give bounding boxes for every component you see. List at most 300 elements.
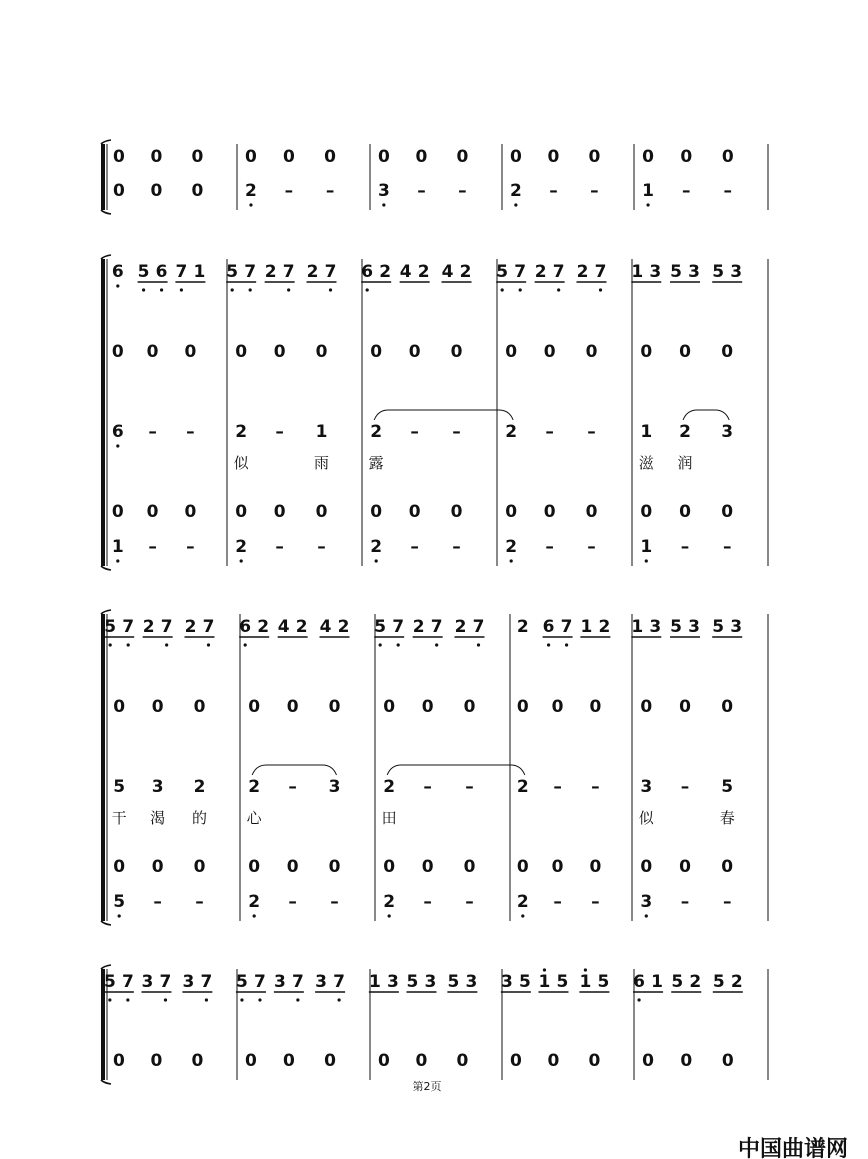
notation-line — [113, 892, 731, 918]
octave-dot — [118, 914, 121, 917]
note: – — [423, 892, 432, 912]
octave-dot — [645, 559, 648, 562]
octave-dot — [584, 968, 587, 971]
octave-dot — [375, 559, 378, 562]
system-bracket — [101, 140, 111, 214]
note: – — [288, 777, 297, 797]
bracket-hook-top — [101, 255, 111, 259]
lyrics-line — [234, 454, 693, 472]
note: – — [330, 892, 339, 912]
note: 2 — [383, 777, 396, 797]
note: 0 — [150, 181, 163, 201]
octave-dot — [240, 998, 243, 1001]
octave-dot — [557, 288, 560, 291]
notation-line — [113, 777, 733, 797]
note: 2 — [730, 972, 743, 992]
octave-dot — [435, 643, 438, 646]
note: 0 — [456, 1051, 469, 1071]
note: 7 — [122, 617, 135, 637]
note: 0 — [150, 147, 163, 167]
note: 1 — [631, 617, 644, 637]
octave-dot — [645, 914, 648, 917]
note: 7 — [472, 617, 485, 637]
note: – — [590, 181, 599, 201]
note: 2 — [516, 892, 529, 912]
note: 0 — [679, 697, 691, 717]
note: – — [410, 537, 419, 557]
octave-dot — [249, 203, 252, 206]
note: 1 — [651, 972, 663, 992]
note: 5 — [721, 777, 734, 797]
note: 6 — [111, 262, 124, 282]
note: 0 — [151, 857, 164, 877]
note: – — [186, 537, 195, 557]
note: 7 — [121, 972, 134, 992]
lyric-syllable: 似 — [233, 454, 249, 472]
octave-dot — [207, 643, 210, 646]
note: 2 — [383, 892, 396, 912]
tie-arc — [683, 410, 729, 420]
note: 2 — [370, 537, 383, 557]
note: – — [148, 537, 157, 557]
score-system — [101, 965, 768, 1084]
note: 3 — [688, 617, 700, 637]
bracket-bar — [101, 614, 105, 921]
octave-dot — [599, 288, 602, 291]
note: 0 — [193, 697, 206, 717]
note: – — [325, 181, 335, 201]
note: 2 — [193, 777, 206, 797]
note: 0 — [721, 697, 734, 717]
note: 0 — [193, 857, 206, 877]
note: – — [680, 537, 690, 557]
note: – — [545, 537, 554, 557]
note: 3 — [688, 262, 700, 282]
note: 0 — [640, 697, 653, 717]
lyric-syllable: 田 — [381, 809, 397, 827]
note: 0 — [463, 697, 476, 717]
note: 2 — [412, 617, 425, 637]
lyric-syllable: 雨 — [313, 454, 330, 472]
note: 0 — [328, 857, 341, 877]
tie-arc — [374, 410, 513, 420]
note: 0 — [721, 1051, 734, 1071]
note: 0 — [463, 857, 476, 877]
note: 2 — [184, 617, 197, 637]
note: 0 — [679, 342, 691, 362]
note: – — [195, 892, 204, 912]
note: 0 — [273, 502, 286, 522]
note: 0 — [640, 502, 653, 522]
note: 0 — [680, 1051, 693, 1071]
note: 0 — [112, 1051, 125, 1071]
note: 5 — [103, 972, 116, 992]
note: 0 — [450, 502, 463, 522]
note: 0 — [679, 502, 691, 522]
note: 0 — [721, 857, 734, 877]
note: 0 — [245, 147, 257, 167]
note: 7 — [200, 972, 213, 992]
note: 5 — [712, 972, 725, 992]
note: 5 — [496, 262, 509, 282]
note: 3 — [386, 972, 399, 992]
octave-dot — [240, 559, 243, 562]
note: 0 — [184, 502, 197, 522]
note: 0 — [245, 1051, 257, 1071]
note: – — [186, 422, 195, 442]
note: 7 — [202, 617, 215, 637]
note: 0 — [370, 502, 383, 522]
octave-dot — [142, 288, 145, 291]
note: 1 — [579, 972, 592, 992]
octave-dot — [477, 643, 480, 646]
note: 0 — [585, 342, 598, 362]
note: 0 — [113, 857, 126, 877]
page-number: 第2页 — [412, 1080, 442, 1093]
note: – — [288, 892, 297, 912]
note: 2 — [379, 262, 392, 282]
note: – — [284, 181, 294, 201]
octave-dot — [646, 203, 649, 206]
octave-dot — [287, 288, 290, 291]
note: 0 — [547, 1051, 560, 1071]
note: 2 — [689, 972, 702, 992]
note: 4 — [399, 262, 412, 282]
note: 2 — [235, 537, 248, 557]
octave-dot — [338, 998, 341, 1001]
note: 2 — [516, 777, 529, 797]
note: 0 — [324, 147, 337, 167]
note: 2 — [142, 617, 155, 637]
score-system — [101, 255, 768, 570]
note: – — [680, 892, 690, 912]
note: 0 — [450, 342, 463, 362]
note: 0 — [543, 342, 556, 362]
octave-dot — [519, 288, 522, 291]
note: 0 — [421, 697, 434, 717]
note: 0 — [505, 342, 518, 362]
note: 2 — [337, 617, 350, 637]
note: 2 — [370, 422, 383, 442]
note: 3 — [640, 777, 653, 797]
note: 4 — [441, 262, 454, 282]
note: 3 — [730, 262, 743, 282]
note: 7 — [594, 262, 607, 282]
note: 1 — [580, 617, 593, 637]
note: – — [275, 537, 284, 557]
note: 5 — [226, 262, 239, 282]
note: 0 — [111, 342, 124, 362]
note: 1 — [368, 972, 381, 992]
note: 0 — [588, 1051, 601, 1071]
octave-dot — [116, 444, 119, 447]
octave-dot — [253, 914, 256, 917]
octave-dot — [637, 998, 640, 1001]
note: 1 — [640, 422, 653, 442]
bracket-hook-top — [101, 965, 111, 969]
note: 2 — [417, 262, 430, 282]
note: 5 — [236, 972, 248, 992]
note: – — [148, 422, 157, 442]
octave-dot — [382, 203, 385, 206]
note: 1 — [111, 537, 124, 557]
note: 5 — [712, 262, 725, 282]
lyric-syllable: 春 — [719, 809, 735, 827]
lyric-syllable: 露 — [368, 454, 384, 472]
note: 3 — [424, 972, 437, 992]
note: – — [417, 181, 426, 201]
notation-line — [112, 342, 733, 362]
octave-dot — [543, 968, 546, 971]
note: 0 — [543, 502, 556, 522]
octave-dot — [126, 998, 129, 1001]
note: 0 — [516, 857, 529, 877]
note: – — [553, 777, 562, 797]
note: – — [465, 777, 474, 797]
note: 0 — [383, 697, 396, 717]
note: 0 — [235, 502, 248, 522]
note: 6 — [239, 617, 252, 637]
note: 2 — [248, 777, 261, 797]
note: 0 — [146, 502, 159, 522]
lyric-syllable: 渴 — [150, 809, 166, 827]
system-bracket — [101, 610, 111, 925]
note: 2 — [245, 181, 257, 201]
note: 0 — [315, 502, 328, 522]
note: 2 — [257, 617, 270, 637]
notation-line — [104, 968, 743, 1001]
octave-dot — [379, 643, 382, 646]
note: – — [410, 422, 419, 442]
note: 0 — [112, 147, 125, 167]
octave-dot — [249, 288, 252, 291]
note: 0 — [588, 147, 601, 167]
note: 7 — [160, 617, 173, 637]
note: 2 — [576, 262, 589, 282]
note: 0 — [516, 697, 529, 717]
note: – — [722, 537, 732, 557]
lyric-syllable: 的 — [191, 809, 208, 827]
note: 2 — [516, 617, 529, 637]
note: 0 — [286, 697, 299, 717]
note: 3 — [141, 972, 154, 992]
note: – — [553, 892, 562, 912]
octave-dot — [565, 643, 568, 646]
note: 2 — [454, 617, 467, 637]
note: 0 — [721, 342, 734, 362]
note: 3 — [730, 617, 743, 637]
note: – — [317, 537, 326, 557]
note: 2 — [598, 617, 611, 637]
note: – — [591, 892, 600, 912]
notation-line — [112, 502, 733, 522]
lyric-syllable: 滋 — [638, 454, 654, 472]
notation-line — [112, 422, 733, 448]
note: – — [722, 892, 732, 912]
note: 0 — [191, 1051, 204, 1071]
note: 0 — [184, 342, 197, 362]
note: 7 — [254, 972, 266, 992]
note: 0 — [642, 1051, 654, 1071]
note: 0 — [112, 181, 125, 201]
octave-dot — [397, 643, 400, 646]
notation-line — [113, 857, 733, 877]
note: 3 — [465, 972, 478, 992]
note: 0 — [589, 857, 602, 877]
note: 6 — [111, 422, 124, 442]
note: 7 — [333, 972, 346, 992]
note: 1 — [193, 262, 206, 282]
note: 0 — [377, 1051, 390, 1071]
note: 0 — [509, 147, 522, 167]
site-watermark: 中国曲谱网 — [737, 1137, 848, 1159]
note: 0 — [415, 1051, 428, 1071]
note: 2 — [295, 617, 308, 637]
bracket-hook-bottom — [101, 566, 111, 570]
note: 3 — [328, 777, 341, 797]
note: – — [423, 777, 432, 797]
score-system — [101, 140, 768, 214]
octave-dot — [108, 998, 111, 1001]
note: – — [458, 181, 467, 201]
note: – — [452, 422, 461, 442]
note: 5 — [556, 972, 569, 992]
tie-arc — [252, 765, 336, 775]
note: 0 — [146, 342, 159, 362]
note: 2 — [306, 262, 319, 282]
note: 0 — [383, 857, 396, 877]
bracket-hook-bottom — [101, 1080, 111, 1084]
note: 0 — [191, 147, 204, 167]
octave-dot — [160, 288, 163, 291]
lyric-syllable: 似 — [638, 809, 654, 827]
note: 7 — [430, 617, 443, 637]
note: 3 — [273, 972, 286, 992]
note: – — [275, 422, 284, 442]
note: 0 — [370, 342, 383, 362]
note: 0 — [721, 147, 734, 167]
note: 0 — [421, 857, 434, 877]
note: – — [587, 537, 596, 557]
octave-dot — [521, 914, 524, 917]
note: – — [549, 181, 558, 201]
note: 2 — [459, 262, 472, 282]
note: 0 — [721, 502, 734, 522]
note: 2 — [534, 262, 547, 282]
note: – — [153, 892, 162, 912]
note: 5 — [137, 262, 150, 282]
note: 5 — [113, 777, 126, 797]
note: 5 — [113, 892, 126, 912]
notation-line — [113, 1051, 734, 1071]
note: 1 — [631, 262, 644, 282]
note: 0 — [111, 502, 124, 522]
note: 1 — [642, 181, 654, 201]
note: 0 — [282, 1051, 295, 1071]
note: 0 — [551, 857, 564, 877]
lyric-syllable: 心 — [246, 809, 262, 827]
note: 3 — [649, 617, 662, 637]
note: 0 — [680, 147, 693, 167]
system-bracket — [101, 255, 111, 570]
note: 2 — [679, 422, 691, 442]
note: – — [465, 892, 474, 912]
octave-dot — [164, 998, 167, 1001]
octave-dot — [180, 288, 183, 291]
note: 3 — [500, 972, 513, 992]
note: 0 — [456, 147, 469, 167]
note: – — [587, 422, 596, 442]
octave-dot — [231, 288, 234, 291]
note: 7 — [282, 262, 295, 282]
note: 5 — [671, 972, 684, 992]
note: 7 — [244, 262, 257, 282]
octave-dot — [547, 643, 550, 646]
note: 0 — [547, 147, 560, 167]
tie-arc — [387, 765, 525, 775]
note: – — [682, 181, 691, 201]
note: 1 — [315, 422, 328, 442]
score-system — [101, 610, 768, 925]
note: 0 — [248, 857, 261, 877]
note: 5 — [406, 972, 419, 992]
note: 5 — [447, 972, 460, 992]
note: 7 — [560, 617, 573, 637]
note: 0 — [415, 147, 428, 167]
note: 2 — [235, 422, 248, 442]
note: – — [680, 777, 690, 797]
note: 1 — [538, 972, 551, 992]
note: 0 — [640, 342, 653, 362]
note: 0 — [286, 857, 299, 877]
notation-line — [112, 262, 742, 292]
note: 0 — [273, 342, 286, 362]
note: 7 — [392, 617, 405, 637]
bracket-hook-bottom — [101, 921, 111, 925]
note: 0 — [640, 857, 653, 877]
note: 4 — [277, 617, 290, 637]
bracket-bar — [101, 144, 105, 210]
note: 0 — [642, 147, 654, 167]
note: 0 — [509, 1051, 522, 1071]
note: – — [452, 537, 461, 557]
note: 7 — [175, 262, 188, 282]
note: 3 — [640, 892, 653, 912]
octave-dot — [116, 559, 119, 562]
note: 7 — [159, 972, 172, 992]
octave-dot — [296, 998, 299, 1001]
octave-dot — [388, 914, 391, 917]
note: 0 — [235, 342, 248, 362]
notation-line — [113, 697, 733, 717]
lyric-syllable: 干 — [111, 809, 127, 827]
note: 0 — [113, 697, 126, 717]
note: 3 — [151, 777, 164, 797]
lyrics-line — [112, 809, 735, 827]
note: 2 — [264, 262, 277, 282]
note: 0 — [151, 697, 164, 717]
bracket-hook-top — [101, 610, 111, 614]
note: 0 — [589, 697, 602, 717]
note: 0 — [585, 502, 598, 522]
note: 2 — [505, 422, 518, 442]
note: 0 — [377, 147, 390, 167]
note: – — [591, 777, 600, 797]
octave-dot — [244, 643, 247, 646]
note: 5 — [104, 617, 117, 637]
notation-line — [112, 537, 732, 563]
note: 0 — [505, 502, 518, 522]
